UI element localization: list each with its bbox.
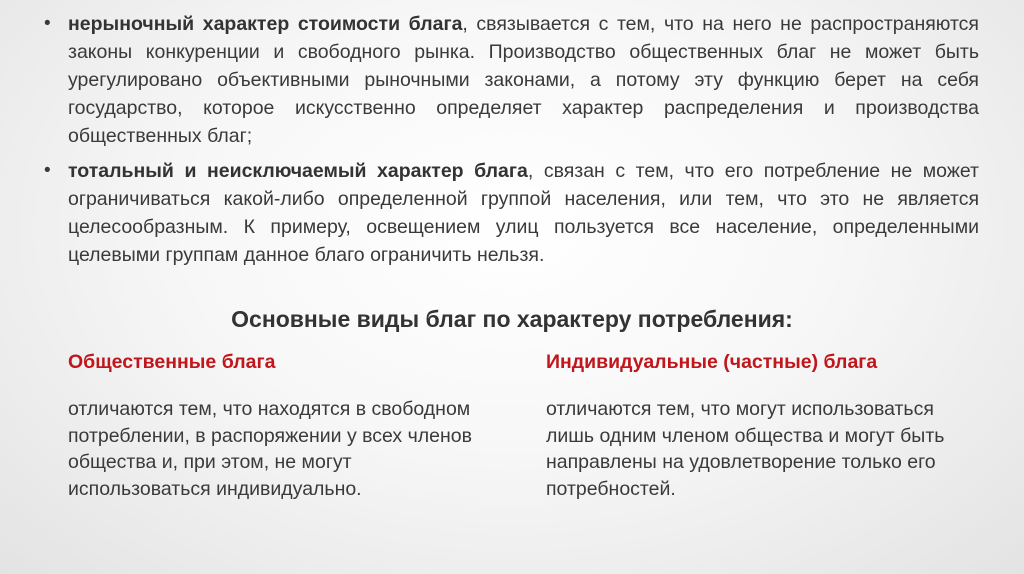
column-text: отличаются тем, что могут использоваться лишь одним членом общества и могут быть направлены на удовлетворение только его потребностей. <box>546 398 945 500</box>
bullet-icon: • <box>44 160 51 181</box>
bullet-item <box>44 10 979 150</box>
bullet-item <box>44 157 979 269</box>
bullet-bold-term: тотальный и неисключаемый характер блага <box>68 160 528 182</box>
section-title: Основные виды благ по характеру потребления: <box>231 306 793 332</box>
bullet-list <box>44 10 979 276</box>
column-heading: Индивидуальные (частные) блага <box>546 351 878 373</box>
column-private-goods <box>546 350 966 502</box>
bullet-text: , связан с тем, что его потребление не может ограничиваться какой-либо определенной группой населения, или тем, что это не является целесообразным. К примеру, освещением улиц пользуется все население, определенными целевыми группам данное благо ограничить нельзя. <box>68 160 979 266</box>
column-public-goods <box>68 350 488 502</box>
bullet-bold-term: нерыночный характер стоимости блага <box>68 13 463 35</box>
column-heading: Общественные блага <box>68 351 276 373</box>
bullet-icon: • <box>44 13 51 34</box>
column-text: отличаются тем, что находятся в свободном потреблении, в распоряжении у всех членов общества и, при этом, не могут использоваться индивидуально. <box>68 398 472 500</box>
bullet-text: , связывается с тем, что на него не распространяются законы конкуренции и свободного рынка. Производство общественных благ не может быть урегулировано объективными рыночными законами, а потому эту функцию берет на себя государство, которое искусственно определяет характер распределения и производства общественных благ; <box>68 13 979 147</box>
